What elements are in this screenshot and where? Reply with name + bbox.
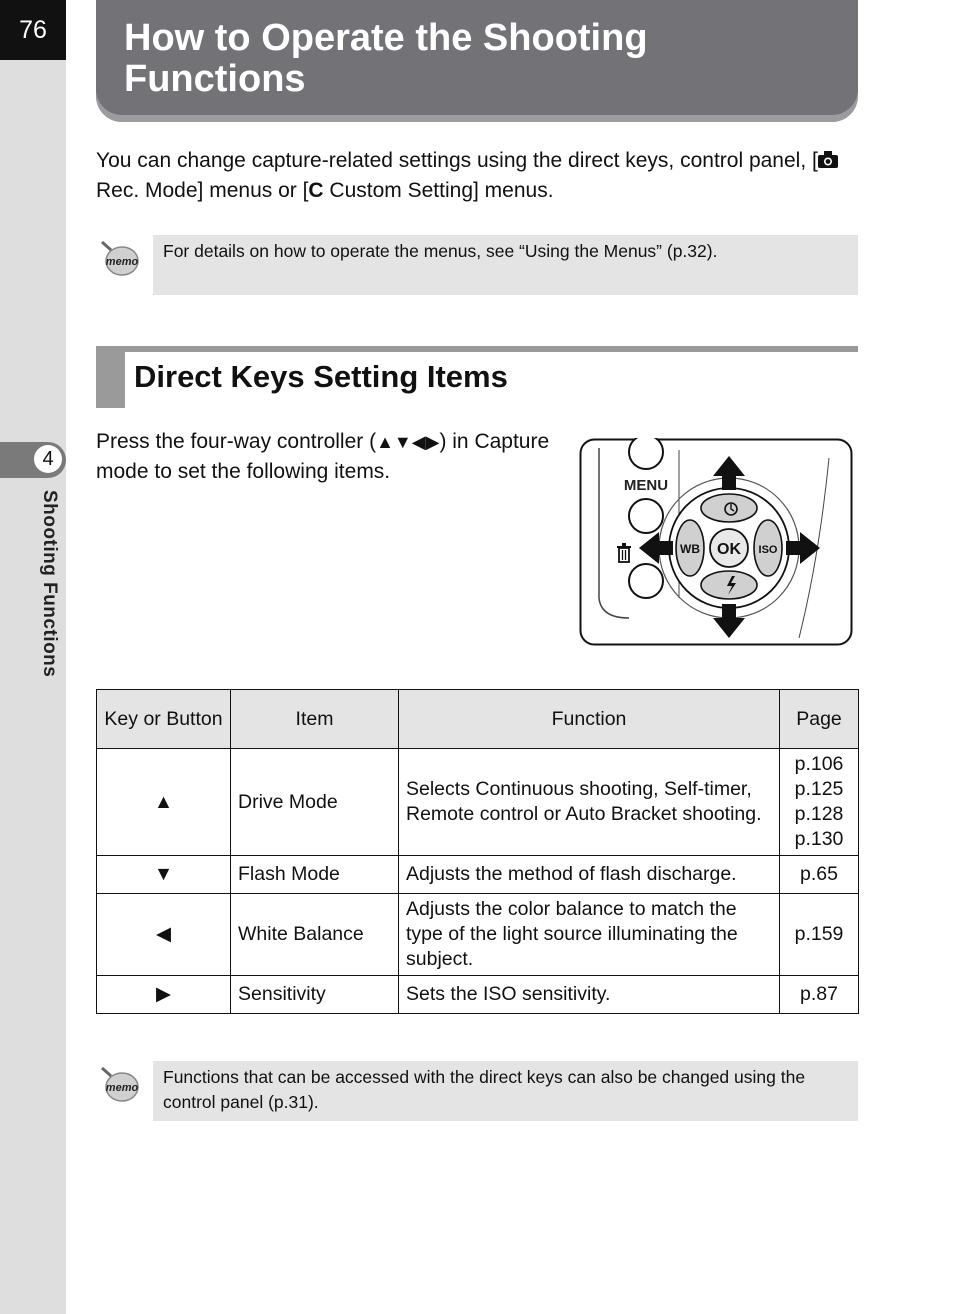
memo-note-2: Functions that can be accessed with the direct keys can also be changed using the control panel (p.31). [153, 1061, 858, 1121]
function-cell: Selects Continuous shooting, Self-timer, Remote control or Auto Bracket shooting. [399, 749, 780, 856]
table-row [97, 894, 859, 976]
key-cell: ▼ [97, 856, 231, 894]
table-row [97, 856, 859, 894]
function-cell: Sets the ISO sensitivity. [399, 976, 780, 1014]
intro-text-2: Rec. Mode] menus or [ [96, 179, 309, 202]
paragraph-text-2: ) in Capture mode to set the following items. [96, 430, 550, 483]
section-title: Direct Keys Setting Items [134, 359, 508, 394]
page-ref: p.130 [794, 828, 844, 850]
top-button [629, 438, 663, 469]
header-function: Function [399, 690, 780, 749]
item-cell: Flash Mode [231, 856, 399, 894]
controller-paragraph [96, 427, 566, 487]
direct-keys-table [96, 689, 859, 1014]
controller-diagram [579, 438, 853, 646]
up-key [701, 494, 757, 522]
four-way-arrows: ▲▼◀▶ [376, 432, 440, 452]
memo-note-1: For details on how to operate the menus, see “Using the Menus” (p.32). [153, 235, 858, 295]
paragraph-text-1: Press the four-way controller ( [96, 430, 377, 453]
menu-label: MENU [623, 477, 669, 494]
custom-setting-icon: C [308, 179, 324, 202]
table-row [97, 976, 859, 1014]
page-number: 76 [0, 0, 66, 60]
item-cell: Drive Mode [231, 749, 399, 856]
item-cell: Sensitivity [231, 976, 399, 1014]
table-row [97, 749, 859, 856]
chapter-number: 4 [34, 445, 62, 473]
item-cell: White Balance [231, 894, 399, 976]
memo-label: memo [105, 1082, 139, 1094]
page-ref: p.125 [794, 778, 844, 800]
page-cell [780, 749, 859, 856]
page-ref: p.106 [794, 753, 844, 775]
page-cell: p.87 [780, 976, 859, 1014]
section-bar [96, 346, 858, 352]
iso-label: ISO [758, 544, 778, 556]
intro-text-1: You can change capture-related settings using the direct keys, control panel, [ [96, 149, 818, 172]
page-cell: p.159 [780, 894, 859, 976]
chapter-title: Shooting Functions [39, 490, 60, 678]
header-item: Item [231, 690, 399, 749]
menu-button [629, 499, 663, 533]
page-title: How to Operate the Shooting Functions [124, 17, 648, 100]
key-cell: ◀ [97, 894, 231, 976]
wb-label: WB [680, 542, 700, 556]
page-ref: p.128 [794, 803, 844, 825]
intro-text-3: Custom Setting] menus. [323, 179, 554, 202]
header-page: Page [780, 690, 859, 749]
intro-paragraph [96, 146, 856, 206]
memo-label: memo [105, 256, 139, 268]
delete-button [629, 564, 663, 598]
camera-icon [818, 151, 838, 168]
memo-icon [98, 238, 140, 278]
key-cell: ▲ [97, 749, 231, 856]
table-header-row [97, 690, 859, 749]
header-key: Key or Button [97, 690, 231, 749]
section-block [96, 346, 125, 408]
function-cell: Adjusts the color balance to match the type of the light source illuminating the subject. [399, 894, 780, 976]
memo-icon [98, 1064, 140, 1104]
key-cell: ▶ [97, 976, 231, 1014]
page-cell: p.65 [780, 856, 859, 894]
function-cell: Adjusts the method of flash discharge. [399, 856, 780, 894]
ok-label: OK [717, 541, 741, 558]
